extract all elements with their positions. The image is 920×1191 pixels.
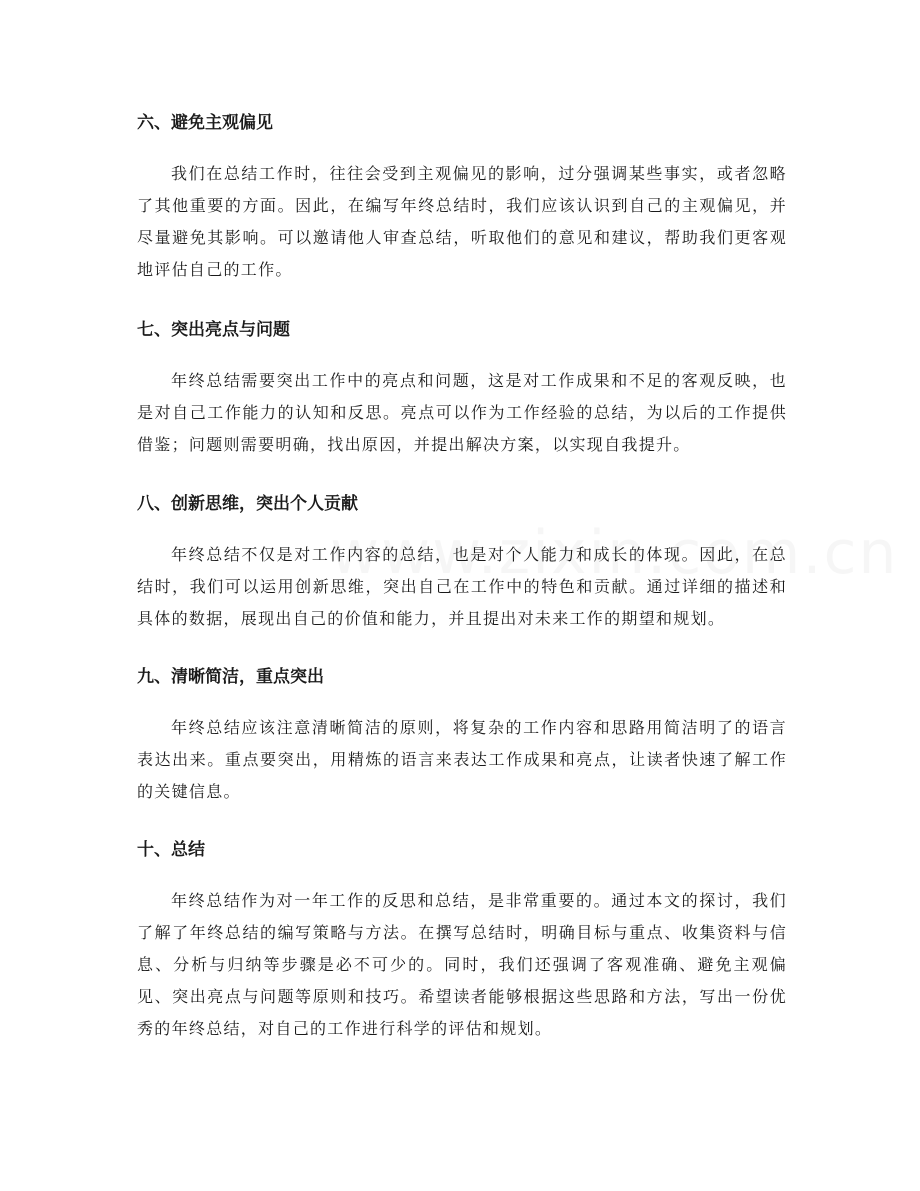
section-heading: 九、清晰简洁，重点突出	[137, 667, 324, 687]
section-paragraph: 年终总结作为对一年工作的反思和总结，是非常重要的。通过本文的探讨，我们了解了年终总结的编写策略与方法。在撰写总结时，明确目标与重点、收集资料与信息、分析与归纳等步骤是必不可少的。同时，我们还强调了客观准确、避免主观偏见、突出亮点与问题等原则和技巧。希望读者能够根据这些思路和方法，写出一份优秀的年终总结，对自己的工作进行科学的评估和规划。	[137, 891, 787, 1038]
section-heading: 八、创新思维，突出个人贡献	[137, 494, 358, 514]
section-heading: 十、总结	[137, 840, 205, 860]
section-heading: 六、避免主观偏见	[137, 113, 273, 133]
section-paragraph: 我们在总结工作时，往往会受到主观偏见的影响，过分强调某些事实，或者忽略了其他重要的方面。因此，在编写年终总结时，我们应该认识到自己的主观偏见，并尽量避免其影响。可以邀请他人审查总结，听取他们的意见和建议，帮助我们更客观地评估自己的工作。	[137, 164, 787, 279]
section-heading: 七、突出亮点与问题	[137, 320, 290, 340]
section-paragraph: 年终总结需要突出工作中的亮点和问题，这是对工作成果和不足的客观反映，也是对自己工作能力的认知和反思。亮点可以作为工作经验的总结，为以后的工作提供借鉴；问题则需要明确，找出原因，并提出解决方案，以实现自我提升。	[137, 371, 787, 454]
section-paragraph: 年终总结应该注意清晰简洁的原则，将复杂的工作内容和思路用简洁明了的语言表达出来。重点要突出，用精炼的语言来表达工作成果和亮点，让读者快速了解工作的关键信息。	[137, 718, 787, 801]
section-paragraph: 年终总结不仅是对工作内容的总结，也是对个人能力和成长的体现。因此，在总结时，我们可以运用创新思维，突出自己在工作中的特色和贡献。通过详细的描述和具体的数据，展现出自己的价值和能力，并且提出对未来工作的期望和规划。	[137, 545, 787, 628]
